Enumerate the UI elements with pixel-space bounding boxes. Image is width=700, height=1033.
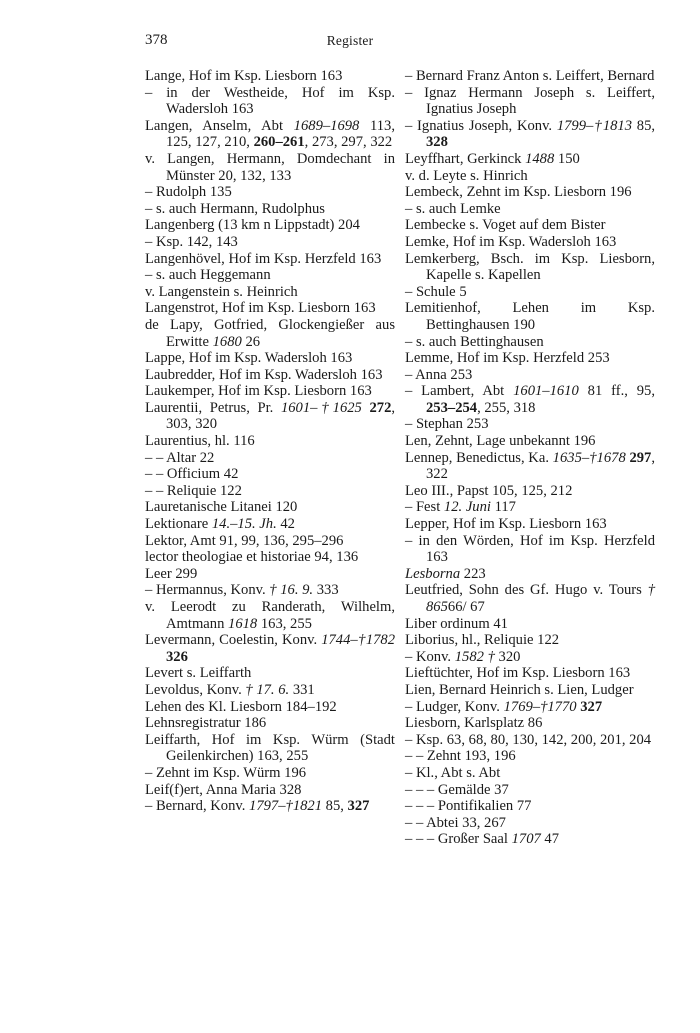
index-entry: – Fest 12. Juni 117 [405, 499, 516, 516]
index-entry: Leo III., Papst 105, 125, 212 [405, 482, 573, 499]
index-entry: Leutfried, Sohn des Gf. Hugo v. Tours † 86566/ 67 [405, 582, 655, 615]
index-entry: Lemitienhof, Lehen im Ksp. Bettinghausen 190 [405, 300, 655, 333]
index-entry: – – Reliquie 122 [145, 482, 242, 499]
page-number: 378 [145, 32, 168, 48]
index-entry: v. Leerodt zu Randerath, Wilhelm, Amtmann 1618 163, 255 [145, 599, 395, 632]
index-entry: v. d. Leyte s. Hinrich [405, 167, 528, 184]
index-entry: – – Zehnt 193, 196 [405, 748, 516, 765]
index-entry: Len, Zehnt, Lage unbekannt 196 [405, 433, 596, 450]
index-entry: – Lambert, Abt 1601–1610 81 ff., 95, 253–254, 255, 318 [405, 383, 655, 416]
index-entry: – s. auch Hermann, Rudolphus [145, 200, 325, 217]
index-entry: – in den Wörden, Hof im Ksp. Herzfeld 163 [405, 532, 655, 566]
index-entry: Leif(f)ert, Anna Maria 328 [145, 781, 302, 798]
index-entry: – Rudolph 135 [145, 184, 232, 201]
running-title: Register [326, 33, 374, 48]
index-entry: Langenstrot, Hof im Ksp. Liesborn 163 [145, 300, 376, 317]
index-entry: Langenhövel, Hof im Ksp. Herzfeld 163 [145, 250, 382, 267]
index-entry: – Ksp. 142, 143 [145, 233, 238, 250]
index-entry: Levoldus, Konv. † 17. 6. 331 [145, 681, 315, 698]
index-entry: – Anna 253 [405, 366, 473, 383]
index-entry: – – – Pontifikalien 77 [405, 798, 532, 815]
index-entry: Laurentii, Petrus, Pr. 1601–†1625 272, 303, 320 [145, 399, 396, 433]
index-entry: Liesborn, Karlsplatz 86 [405, 715, 543, 732]
index-entry: Lieftüchter, Hof im Ksp. Liesborn 163 [405, 665, 631, 682]
index-entry: – – Officium 42 [145, 466, 239, 483]
index-entry: Leyffhart, Gerkinck 1488 150 [405, 150, 580, 167]
index-entry: – Bernard, Konv. 1797–†1821 85, 327 [145, 798, 370, 815]
index-entry: Langen, Anselm, Abt 1689–1698 113, 125, 127, 210, 260–261, 273, 297, 322 [145, 117, 395, 151]
index-entry: Levert s. Leiffarth [145, 665, 252, 682]
index-entry: Lehen des Kl. Liesborn 184–192 [145, 698, 337, 715]
index-entry: – Hermannus, Konv. † 16. 9. 333 [145, 582, 339, 599]
index-entry: – s. auch Heggemann [145, 267, 271, 284]
index-entry: lector theologiae et historiae 94, 136 [145, 549, 359, 566]
index-entry: Leiffarth, Hof im Ksp. Würm (Stadt Geilenkirchen) 163, 255 [145, 731, 395, 765]
index-entry: – Ksp. 63, 68, 80, 130, 142, 200, 201, 204 [405, 731, 652, 748]
index-entry: – Konv. 1582 † 320 [405, 648, 521, 665]
index-entry: de Lapy, Gotfried, Glockengießer aus Erwitte 1680 26 [145, 316, 395, 350]
index-entry: – – – Gemälde 37 [405, 781, 509, 798]
index-entry: Lennep, Benedictus, Ka. 1635–†1678 297, 322 [405, 449, 655, 483]
index-entry: Lappe, Hof im Ksp. Wadersloh 163 [145, 350, 353, 367]
index-entry: Lepper, Hof im Ksp. Liesborn 163 [405, 516, 607, 533]
index-column-left [145, 68, 395, 815]
index-entry: Lektor, Amt 91, 99, 136, 295–296 [145, 532, 344, 549]
index-entry: – s. auch Lemke [405, 200, 501, 217]
index-entry: – Ignaz Hermann Joseph s. Leiffert, Ignatius Joseph [405, 84, 655, 118]
index-entry: Lembeck, Zehnt im Ksp. Liesborn 196 [405, 184, 632, 201]
index-entry: – – Abtei 33, 267 [405, 814, 506, 831]
index-entry: Laubredder, Hof im Ksp. Wadersloh 163 [145, 366, 383, 383]
index-entry: – Zehnt im Ksp. Würm 196 [145, 764, 307, 781]
index-entry: v. Langen, Hermann, Domdechant in Münster 20, 132, 133 [145, 150, 395, 184]
index-entry: – – Altar 22 [145, 449, 215, 466]
index-entry: Leer 299 [145, 565, 198, 582]
index-entry: v. Langenstein s. Heinrich [145, 283, 298, 300]
index-entry: Lange, Hof im Ksp. Liesborn 163 [145, 68, 343, 84]
index-entry: Lemkerberg, Bsch. im Ksp. Liesborn, Kapelle s. Kapellen [405, 250, 655, 284]
index-entry: Laurentius, hl. 116 [145, 433, 255, 450]
index-entry: Liborius, hl., Reliquie 122 [405, 632, 560, 649]
index-entry: Lien, Bernard Heinrich s. Lien, Ludger [405, 681, 634, 698]
index-entry: – in der Westheide, Hof im Ksp. Wadersloh 163 [145, 84, 395, 118]
index-entry: Laukemper, Hof im Ksp. Liesborn 163 [145, 383, 372, 400]
index-entry: Langenberg (13 km n Lippstadt) 204 [145, 217, 360, 234]
index-entry: – Bernard Franz Anton s. Leiffert, Bernard [405, 68, 655, 84]
index-entry: – Stephan 253 [405, 416, 489, 433]
index-entry: – Ignatius Joseph, Konv. 1799–†1813 85, 328 [405, 117, 656, 151]
index-entry: Lauretanische Litanei 120 [145, 499, 298, 516]
index-entry: – – – Großer Saal 1707 47 [405, 831, 560, 848]
index-entry: Liber ordinum 41 [405, 615, 508, 632]
index-entry: – Kl., Abt s. Abt [405, 764, 501, 781]
index-column-right [405, 68, 655, 848]
index-entry: Lemke, Hof im Ksp. Wadersloh 163 [405, 233, 617, 250]
index-entry: Lektionare 14.–15. Jh. 42 [145, 516, 295, 533]
index-entry: Lemme, Hof im Ksp. Herzfeld 253 [405, 350, 610, 367]
index-entry: Lehnsregistratur 186 [145, 715, 267, 732]
index-entry: – s. auch Bettinghausen [405, 333, 544, 350]
index-entry: Levermann, Coelestin, Konv. 1744–†1782 326 [145, 632, 396, 665]
index-entry: Lembecke s. Voget auf dem Bister [405, 217, 606, 234]
index-entry: – Schule 5 [405, 283, 467, 300]
index-entry: – Ludger, Konv. 1769–†1770 327 [405, 698, 603, 715]
index-entry: Lesborna 223 [405, 565, 486, 582]
